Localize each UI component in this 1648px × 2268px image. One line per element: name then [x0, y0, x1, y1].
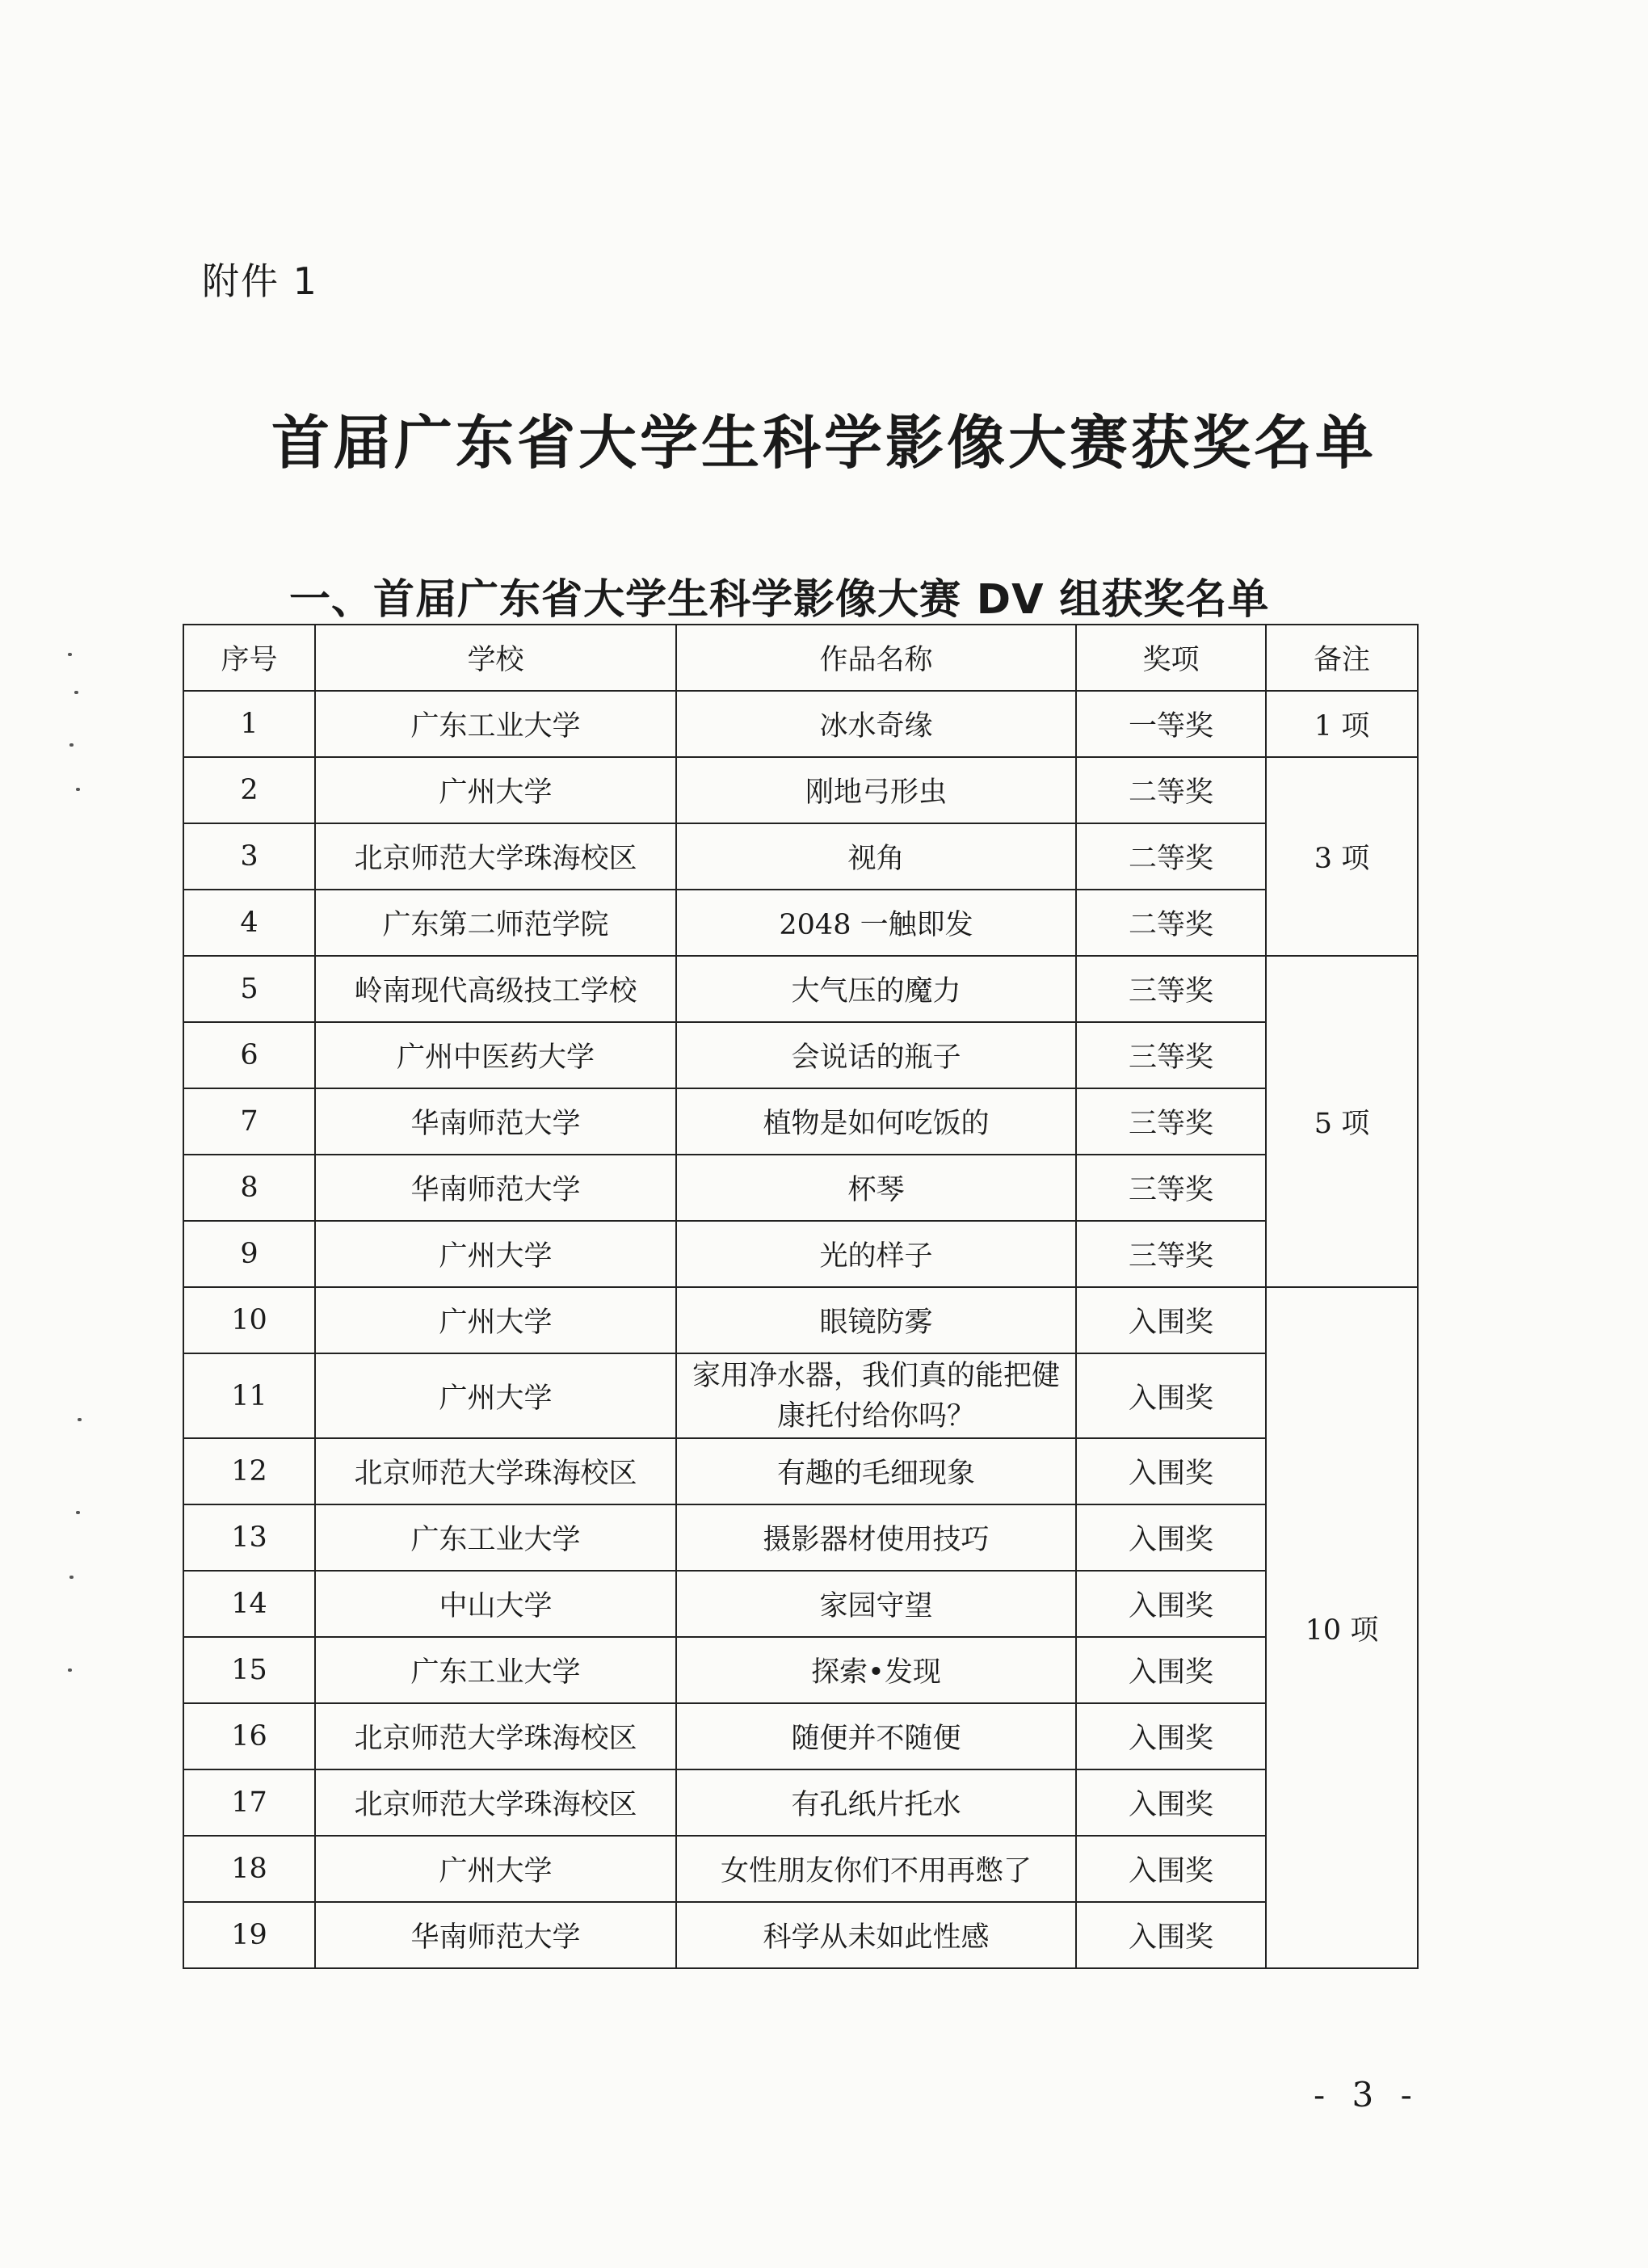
section-title: 一、首届广东省大学生科学影像大赛 DV 组获奖名单	[289, 576, 1270, 624]
cell-no: 2	[183, 757, 315, 823]
table-row	[183, 1155, 1418, 1221]
cell-no: 12	[183, 1438, 315, 1504]
cell-no: 11	[183, 1353, 315, 1438]
cell-award: 入围奖	[1076, 1703, 1266, 1769]
cell-no: 17	[183, 1769, 315, 1836]
cell-school: 广东工业大学	[315, 691, 676, 757]
cell-work: 大气压的魔力	[676, 956, 1076, 1022]
scan-speck	[76, 788, 80, 791]
header-no: 序号	[183, 625, 315, 691]
cell-no: 10	[183, 1287, 315, 1353]
table-row	[183, 1353, 1418, 1438]
document-title: 首届广东省大学生科学影像大赛获奖名单	[271, 409, 1377, 477]
header-note: 备注	[1266, 625, 1418, 691]
scan-speck	[78, 1418, 82, 1421]
cell-work: 有孔纸片托水	[676, 1769, 1076, 1836]
cell-school: 广东第二师范学院	[315, 890, 676, 956]
cell-no: 9	[183, 1221, 315, 1287]
scan-speck	[74, 691, 78, 694]
cell-work: 科学从未如此性感	[676, 1902, 1076, 1968]
cell-work: 探索•发现	[676, 1637, 1076, 1703]
table-row	[183, 1504, 1418, 1571]
scan-speck	[69, 743, 74, 747]
cell-school: 华南师范大学	[315, 1902, 676, 1968]
cell-no: 14	[183, 1571, 315, 1637]
table-row	[183, 1703, 1418, 1769]
table-row	[183, 691, 1418, 757]
cell-work: 女性朋友你们不用再憋了	[676, 1836, 1076, 1902]
cell-award: 三等奖	[1076, 956, 1266, 1022]
cell-award: 三等奖	[1076, 1221, 1266, 1287]
cell-no: 6	[183, 1022, 315, 1088]
cell-award: 入围奖	[1076, 1287, 1266, 1353]
cell-note-third-prize: 5 项	[1266, 956, 1418, 1287]
cell-work: 刚地弓形虫	[676, 757, 1076, 823]
cell-school: 广州大学	[315, 1353, 676, 1438]
cell-award: 入围奖	[1076, 1769, 1266, 1836]
cell-award: 二等奖	[1076, 890, 1266, 956]
cell-school: 广州大学	[315, 1221, 676, 1287]
table-row	[183, 757, 1418, 823]
scan-speck	[76, 1511, 80, 1514]
cell-no: 15	[183, 1637, 315, 1703]
cell-work: 家园守望	[676, 1571, 1076, 1637]
cell-work: 植物是如何吃饭的	[676, 1088, 1076, 1155]
cell-award: 入围奖	[1076, 1353, 1266, 1438]
cell-no: 8	[183, 1155, 315, 1221]
cell-work: 随便并不随便	[676, 1703, 1076, 1769]
cell-no: 18	[183, 1836, 315, 1902]
cell-school: 岭南现代高级技工学校	[315, 956, 676, 1022]
cell-school: 广州大学	[315, 1287, 676, 1353]
cell-no: 7	[183, 1088, 315, 1155]
cell-no: 16	[183, 1703, 315, 1769]
cell-no: 4	[183, 890, 315, 956]
awards-table	[183, 624, 1419, 1969]
cell-school: 北京师范大学珠海校区	[315, 1703, 676, 1769]
cell-work: 视角	[676, 823, 1076, 890]
cell-award: 二等奖	[1076, 823, 1266, 890]
table-row	[183, 1022, 1418, 1088]
cell-school: 北京师范大学珠海校区	[315, 1438, 676, 1504]
table-row	[183, 1088, 1418, 1155]
table-row	[183, 1836, 1418, 1902]
cell-award: 入围奖	[1076, 1504, 1266, 1571]
cell-note-first-prize: 1 项	[1266, 691, 1418, 757]
cell-school: 北京师范大学珠海校区	[315, 1769, 676, 1836]
cell-award: 三等奖	[1076, 1022, 1266, 1088]
cell-note-finalist: 10 项	[1266, 1287, 1418, 1968]
cell-school: 广东工业大学	[315, 1637, 676, 1703]
cell-no: 5	[183, 956, 315, 1022]
cell-school: 广州中医药大学	[315, 1022, 676, 1088]
cell-award: 入围奖	[1076, 1836, 1266, 1902]
cell-no: 13	[183, 1504, 315, 1571]
table-row	[183, 1287, 1418, 1353]
scan-speck	[68, 653, 72, 656]
table-row	[183, 1221, 1418, 1287]
table-row	[183, 1769, 1418, 1836]
header-award: 奖项	[1076, 625, 1266, 691]
page-number: - 3 -	[1314, 2075, 1420, 2114]
cell-note-second-prize: 3 项	[1266, 757, 1418, 956]
table-row	[183, 823, 1418, 890]
cell-award: 入围奖	[1076, 1438, 1266, 1504]
scan-speck	[69, 1576, 74, 1579]
table-header-row	[183, 625, 1418, 691]
table-row	[183, 1902, 1418, 1968]
cell-no: 1	[183, 691, 315, 757]
cell-award: 一等奖	[1076, 691, 1266, 757]
cell-work: 家用净水器，我们真的能把健康托付给你吗？	[676, 1353, 1076, 1438]
cell-work: 有趣的毛细现象	[676, 1438, 1076, 1504]
cell-award: 入围奖	[1076, 1902, 1266, 1968]
cell-school: 中山大学	[315, 1571, 676, 1637]
scan-speck	[68, 1668, 72, 1672]
cell-award: 三等奖	[1076, 1088, 1266, 1155]
cell-work: 光的样子	[676, 1221, 1076, 1287]
cell-school: 广州大学	[315, 757, 676, 823]
cell-award: 入围奖	[1076, 1571, 1266, 1637]
table-row	[183, 1637, 1418, 1703]
cell-school: 广东工业大学	[315, 1504, 676, 1571]
cell-work: 摄影器材使用技巧	[676, 1504, 1076, 1571]
cell-school: 广州大学	[315, 1836, 676, 1902]
cell-school: 北京师范大学珠海校区	[315, 823, 676, 890]
cell-school: 华南师范大学	[315, 1155, 676, 1221]
cell-school: 华南师范大学	[315, 1088, 676, 1155]
cell-award: 入围奖	[1076, 1637, 1266, 1703]
header-work: 作品名称	[676, 625, 1076, 691]
table-row	[183, 1571, 1418, 1637]
cell-no: 19	[183, 1902, 315, 1968]
cell-award: 二等奖	[1076, 757, 1266, 823]
cell-work: 会说话的瓶子	[676, 1022, 1076, 1088]
cell-work: 冰水奇缘	[676, 691, 1076, 757]
cell-award: 三等奖	[1076, 1155, 1266, 1221]
cell-no: 3	[183, 823, 315, 890]
table-row	[183, 1438, 1418, 1504]
table-row	[183, 890, 1418, 956]
table-row	[183, 956, 1418, 1022]
cell-work: 眼镜防雾	[676, 1287, 1076, 1353]
attachment-label: 附件 1	[202, 259, 318, 303]
header-school: 学校	[315, 625, 676, 691]
cell-work: 2048 一触即发	[676, 890, 1076, 956]
cell-work: 杯琴	[676, 1155, 1076, 1221]
